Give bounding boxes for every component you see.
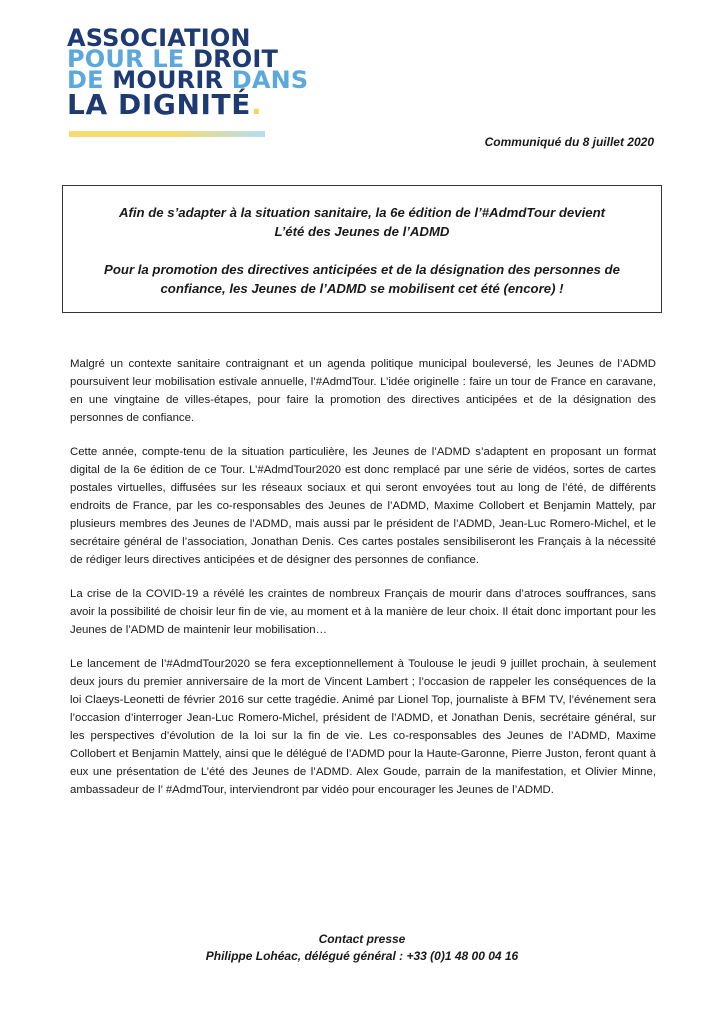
headline-line-1: Afin de s’adapter à la situation sanitaire, la 6e édition de l’#AdmdTour devient [118,205,606,220]
headline-sub-line-1: Pour la promotion des directives anticipées et de la désignation des personnes de [104,262,620,277]
paragraph-2: Cette année, compte-tenu de la situation particulière, les Jeunes de l’ADMD s’adaptent en proposant un format digital de la 6e édition de ce Tour. L’#AdmdTour2020 est donc remplacé par une série de vidéos, sortes de cartes postales virtuelles, diffusées sur les réseaux sociaux et qui seront envoyées tout au long de l’été, de différents endroits de France, par les co-responsables des Jeunes de l’ADMD, Maxime Collobert et Benjamin Mattely, par plusieurs membres des Jeunes de l’ADMD, mais aussi par le président de l’ADMD, Jean-Luc Romero-Michel, et le secrétaire général de l’association, Jonathan Denis. Ces cartes postales sensibiliseront les Français à la nécessité de rédiger leurs directives anticipées et de désigner des personnes de confiance. [70,446,656,566]
logo-word-pour-le: POUR LE [67,45,185,73]
contact-title: Contact presse [318,932,406,946]
logo-word-de: DE [67,66,104,94]
logo-word-droit: DROIT [192,45,279,73]
logo-line-4 [67,88,282,121]
headline-line-2: L’été des Jeunes de l’ADMD [274,224,450,239]
paragraph-3: La crise de la COVID-19 a révélé les craintes de nombreux Français de mourir dans d’atroces souffrances, sans avoir la possibilité de choisir leur fin de vie, au moment et à la manière de leur choix. Il était donc important pour les Jeunes de l’ADMD de maintenir leur mobilisation… [70,588,656,636]
press-release-date: Communiqué du 8 juillet 2020 [484,135,654,149]
logo-word-mourir: MOURIR [112,66,224,94]
headline-subtitle [63,260,661,298]
paragraph-1: Malgré un contexte sanitaire contraignant et un agenda politique municipal bouleversé, les Jeunes de l’ADMD poursuivent leur mobilisation estivale annuelle, l’#AdmdTour. L’idée originelle : faire un tour de France en caravane, en une vingtaine de villes-étapes, pour faire la promotion des directives anticipées et de la désignation des personnes de confiance. [70,358,656,424]
contact-details: Philippe Lohéac, délégué général : +33 (0)1 48 00 04 16 [205,949,519,963]
admd-logo [67,24,309,121]
logo-dot: . [250,88,263,121]
headline-sub-line-2: confiance, les Jeunes de l’ADMD se mobilisent cet été (encore) ! [160,281,564,296]
logo-word-dans: DANS [231,66,309,94]
headline-box [62,185,662,313]
logo-word-la-dignite: LA DIGNITÉ [67,88,251,121]
press-contact [0,931,724,965]
logo-underline [69,131,265,137]
article-body [70,355,656,815]
headline-title [63,203,661,241]
paragraph-4: Le lancement de l’#AdmdTour2020 se fera exceptionnellement à Toulouse le jeudi 9 juillet prochain, à seulement deux jours du premier anniversaire de la mort de Vincent Lambert ; l’occasion de rappeler les conséquences de la loi Claeys-Leonetti de février 2016 sur cette tragédie. Animé par Lionel Top, journaliste à BFM TV, l’événement sera l’occasion d’interroger Jean-Luc Romero-Michel, président de l’ADMD, et Jonathan Denis, secrétaire général, sur les perspectives d’évolution de la loi sur la fin de vie. Les co-responsables des Jeunes de l’ADMD, Maxime Collobert et Benjamin Mattely, ainsi que le délégué de l’ADMD pour la Haute-Garonne, Pierre Juston, feront quant à eux une présentation de L’été des Jeunes de l’ADMD. Alex Goude, parrain de la manifestation, et Olivier Minne, ambassadeur de l’ #AdmdTour, interviendront par vidéo pour encourager les Jeunes de l’ADMD. [70,658,656,796]
logo-word-association: ASSOCIATION [67,24,251,52]
